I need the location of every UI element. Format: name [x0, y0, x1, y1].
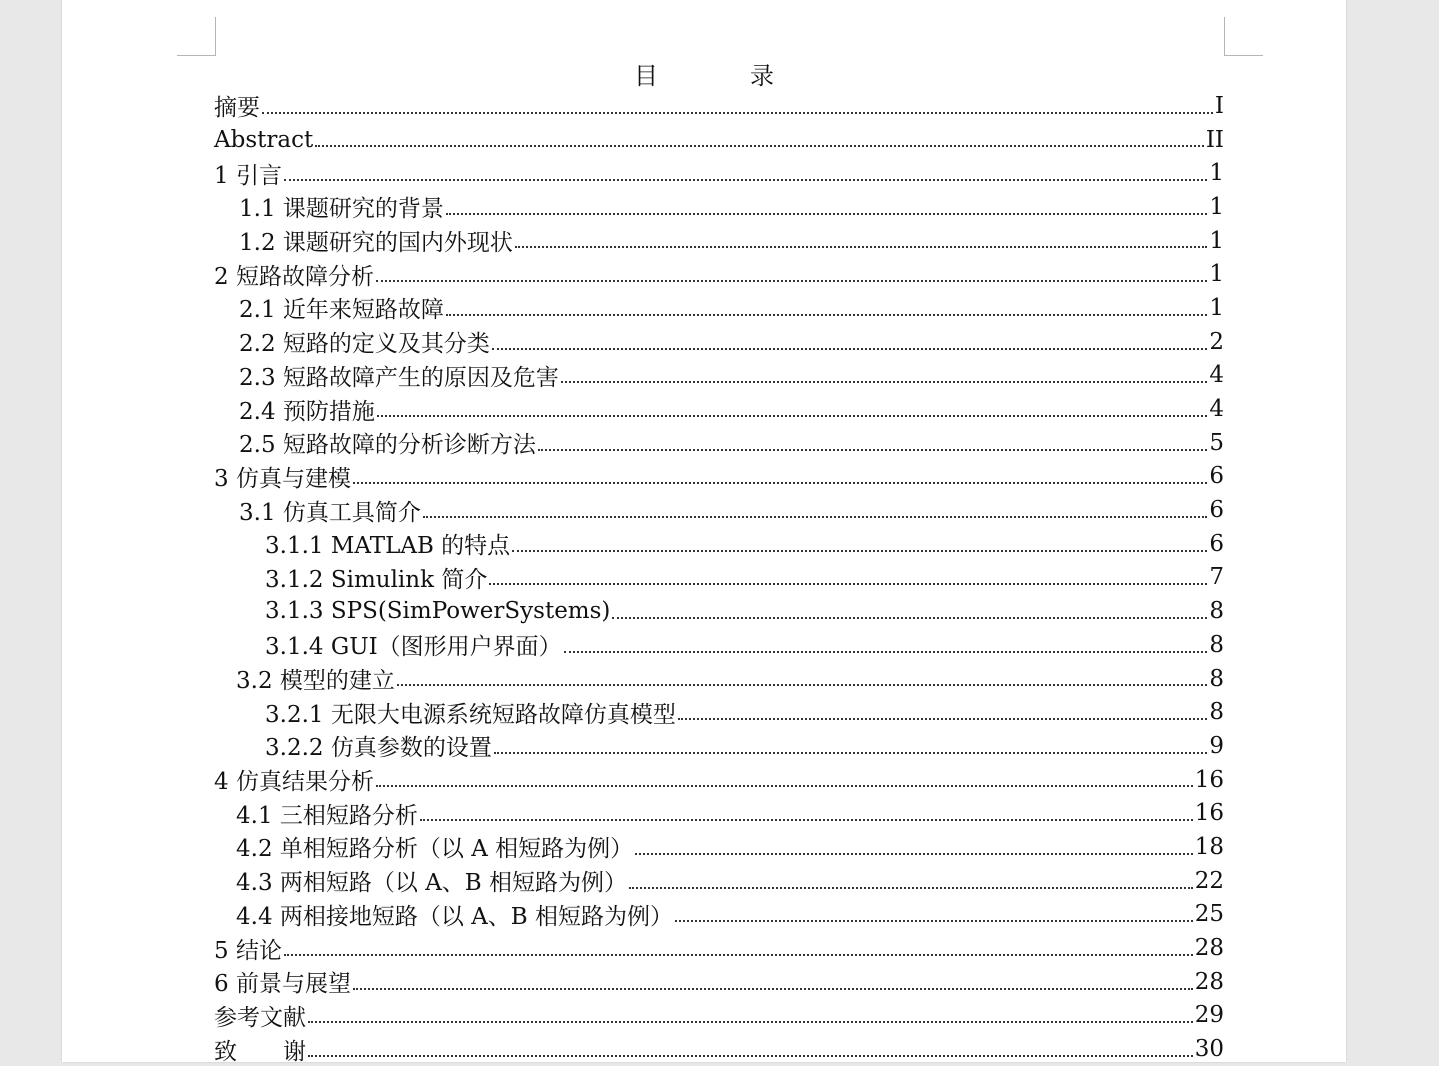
toc-entry-page-number: 25: [1194, 901, 1224, 928]
toc-dot-leader: [564, 651, 1208, 653]
toc-dot-leader: [308, 1021, 1193, 1023]
toc-entry-page-number: 8: [1209, 598, 1224, 625]
toc-entry-label: 2.3 短路故障产生的原因及危害: [239, 364, 559, 391]
toc-entry[interactable]: [214, 628, 1224, 662]
toc-entry-page-number: 18: [1194, 833, 1224, 860]
toc-entry[interactable]: [214, 561, 1224, 595]
toc-entry[interactable]: [214, 527, 1224, 561]
toc-entry-label: 1.2 课题研究的国内外现状: [239, 230, 513, 257]
toc-entry-page-number: 1: [1209, 193, 1224, 220]
toc-entry-label: 1.1 课题研究的背景: [239, 196, 444, 223]
toc-entry[interactable]: [214, 898, 1224, 932]
toc-entry-page-number: 28: [1194, 968, 1224, 995]
toc-dot-leader: [308, 1055, 1193, 1057]
toc-entry-label: 3.1.1 MATLAB 的特点: [265, 533, 511, 560]
margin-corner-mark-right: [1224, 17, 1263, 56]
toc-entry[interactable]: [214, 931, 1224, 965]
toc-entry[interactable]: [214, 695, 1224, 729]
toc-entry-label: 致 谢: [214, 1038, 306, 1065]
toc-dot-leader: [423, 516, 1207, 518]
toc-dot-leader: [353, 988, 1193, 990]
toc-dot-leader: [561, 381, 1207, 383]
toc-entry-label: 4.2 单相短路分析（以 A 相短路为例）: [236, 836, 634, 863]
toc-entry[interactable]: [214, 763, 1224, 797]
toc-entry[interactable]: [214, 999, 1224, 1033]
toc-entry[interactable]: [214, 1032, 1224, 1066]
toc-dot-leader: [377, 415, 1207, 417]
toc-entry[interactable]: [214, 392, 1224, 426]
toc-entry-label: 3.1 仿真工具简介: [239, 499, 421, 526]
toc-entry[interactable]: [214, 426, 1224, 460]
toc-entry[interactable]: [214, 257, 1224, 291]
toc-entry-page-number: 4: [1209, 396, 1224, 423]
toc-dot-leader: [446, 314, 1207, 316]
toc-entry-page-number: 6: [1209, 463, 1224, 490]
toc-entry-label: Abstract: [214, 126, 314, 153]
toc-entry[interactable]: [214, 123, 1224, 157]
toc-entry-page-number: 6: [1209, 530, 1224, 557]
toc-entry[interactable]: [214, 493, 1224, 527]
toc-dot-leader: [315, 145, 1204, 147]
toc-dot-leader: [262, 112, 1213, 114]
toc-dot-leader: [515, 246, 1207, 248]
toc-entry-page-number: 5: [1209, 429, 1224, 456]
toc-entry[interactable]: [214, 965, 1224, 999]
margin-corner-mark-left: [177, 17, 216, 56]
toc-dot-leader: [446, 213, 1207, 215]
toc-entry-label: 摘要: [214, 95, 260, 122]
toc-entry-label: 3.1.4 GUI（图形用户界面）: [265, 634, 562, 661]
toc-entry-page-number: 6: [1209, 497, 1224, 524]
toc-dot-leader: [512, 550, 1207, 552]
toc-entry-page-number: 1: [1209, 294, 1224, 321]
toc-entry[interactable]: [214, 89, 1224, 123]
toc-entry[interactable]: [214, 460, 1224, 494]
toc-entry-label: 5 结论: [214, 937, 282, 964]
toc-dot-leader: [376, 785, 1193, 787]
toc-entry-page-number: 16: [1194, 800, 1224, 827]
toc-dot-leader: [635, 853, 1193, 855]
toc-dot-leader: [538, 449, 1207, 451]
toc-entry-label: 2.5 短路故障的分析诊断方法: [239, 432, 536, 459]
toc-dot-leader: [420, 819, 1193, 821]
toc-entry-page-number: 1: [1209, 261, 1224, 288]
table-of-contents: [214, 89, 1224, 1066]
toc-entry[interactable]: [214, 796, 1224, 830]
toc-entry-label: 2 短路故障分析: [214, 263, 374, 290]
toc-entry[interactable]: [214, 156, 1224, 190]
toc-entry[interactable]: [214, 662, 1224, 696]
toc-title: 目 录: [634, 62, 808, 90]
toc-entry-label: 4.3 两相短路（以 A、B 相短路为例）: [236, 870, 628, 897]
toc-entry-label: 4 仿真结果分析: [214, 769, 374, 796]
toc-entry-label: 参考文献: [214, 1004, 306, 1031]
toc-dot-leader: [397, 684, 1207, 686]
toc-dot-leader: [629, 887, 1193, 889]
toc-entry-label: 4.4 两相接地短路（以 A、B 相短路为例）: [236, 903, 674, 930]
toc-entry-label: 1 引言: [214, 162, 282, 189]
toc-dot-leader: [492, 348, 1207, 350]
toc-entry-label: 3.2.1 无限大电源系统短路故障仿真模型: [265, 701, 676, 728]
toc-entry-page-number: 1: [1209, 160, 1224, 187]
toc-entry[interactable]: [214, 359, 1224, 393]
toc-entry-page-number: 9: [1209, 732, 1224, 759]
toc-entry-page-number: 7: [1209, 564, 1224, 591]
toc-entry-label: 3.1.3 SPS(SimPowerSystems): [265, 598, 611, 625]
toc-entry[interactable]: [214, 729, 1224, 763]
toc-entry-page-number: 8: [1209, 699, 1224, 726]
toc-entry-label: 6 前景与展望: [214, 971, 351, 998]
toc-dot-leader: [353, 482, 1207, 484]
toc-entry[interactable]: [214, 190, 1224, 224]
document-page: [62, 0, 1346, 1065]
toc-entry-page-number: 30: [1194, 1036, 1224, 1063]
toc-entry-page-number: 8: [1209, 665, 1224, 692]
toc-entry[interactable]: [214, 864, 1224, 898]
toc-entry-label: 3.2 模型的建立: [236, 668, 395, 695]
toc-entry-page-number: 16: [1194, 766, 1224, 793]
toc-entry-page-number: 2: [1209, 328, 1224, 355]
toc-entry-page-number: I: [1214, 92, 1224, 119]
toc-entry-page-number: 29: [1194, 1002, 1224, 1029]
toc-dot-leader: [489, 583, 1207, 585]
toc-entry-label: 3.2.2 仿真参数的设置: [265, 735, 492, 762]
toc-entry-label: 4.1 三相短路分析: [236, 802, 418, 829]
toc-entry[interactable]: [214, 325, 1224, 359]
toc-dot-leader: [612, 617, 1207, 619]
toc-entry[interactable]: [214, 594, 1224, 628]
toc-entry-label: 2.4 预防措施: [239, 398, 375, 425]
toc-entry-page-number: 28: [1194, 935, 1224, 962]
toc-entry-page-number: 1: [1209, 227, 1224, 254]
toc-entry-page-number: II: [1205, 126, 1224, 153]
toc-entry[interactable]: [214, 291, 1224, 325]
toc-entry-label: 2.2 短路的定义及其分类: [239, 331, 490, 358]
toc-entry-label: 3 仿真与建模: [214, 465, 351, 492]
toc-dot-leader: [376, 280, 1207, 282]
toc-entry[interactable]: [214, 224, 1224, 258]
toc-dot-leader: [675, 920, 1193, 922]
toc-dot-leader: [284, 954, 1193, 956]
toc-entry-page-number: 4: [1209, 362, 1224, 389]
toc-dot-leader: [678, 718, 1208, 720]
toc-dot-leader: [494, 752, 1208, 754]
toc-entry-page-number: 8: [1209, 631, 1224, 658]
toc-entry-label: 3.1.2 Simulink 简介: [265, 566, 488, 593]
toc-dot-leader: [284, 179, 1207, 181]
toc-entry[interactable]: [214, 830, 1224, 864]
toc-entry-page-number: 22: [1194, 867, 1224, 894]
toc-entry-label: 2.1 近年来短路故障: [239, 297, 444, 324]
